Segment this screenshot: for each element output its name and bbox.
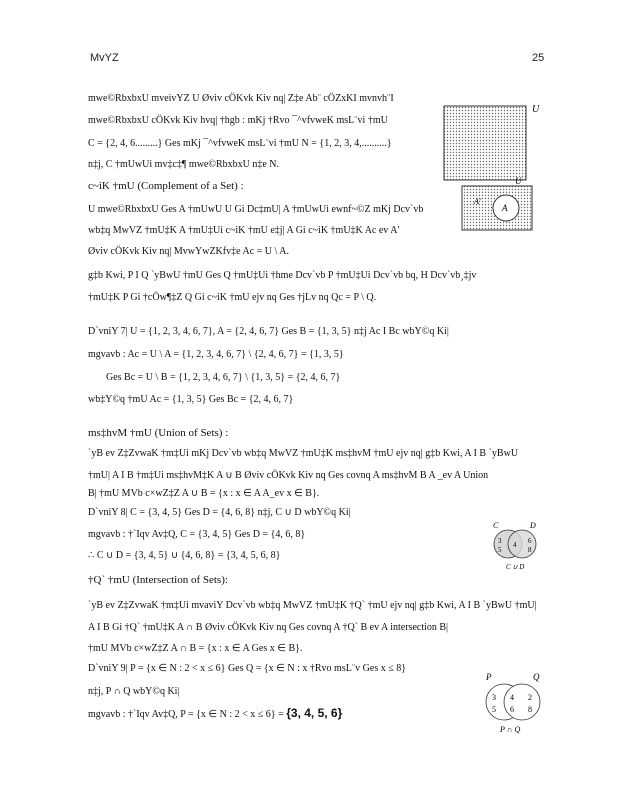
text-line: n‡j, C †mUwUi mv‡c‡¶ mwe©RbxbxU n‡e N. [88,159,280,170]
venn-value: 2 [528,693,532,702]
section-heading-union: ms‡hvM †mU (Union of Sets) : [88,427,229,439]
venn-value: 3 [498,537,502,545]
text-line: `yB ev Z‡ZvwaK †m‡Ui mKj Dcv`vb wb‡q MwVZ †mU‡K ms‡hvM †mU ejv nq| g‡b Kwi, A I B `yBwU [88,448,519,459]
venn-value: 8 [528,705,532,714]
fig3-d-label: D [530,521,536,530]
page-number: 25 [532,52,545,64]
section-heading-intersection: †Q` †mU (Intersection of Sets): [88,574,228,586]
union-venn-diagram [486,516,548,574]
fig4-q-label: Q [533,672,540,682]
text-line: mgvavb : †`Iqv Av‡Q, C = {3, 4, 5} Ges D = {4, 6, 8} [88,529,306,540]
solution-text: mgvavb : †`Iqv Av‡Q, P = {x ∈ N : 2 < x ≤ 6} = [88,709,287,720]
set-q-circle [504,684,540,720]
fig4-caption: P ∩ Q [500,725,521,734]
fig2-u-label: U [515,176,522,186]
intersection-venn-diagram [478,666,550,736]
complement-figure [460,176,540,234]
fig2-ac-label: A' [474,197,481,206]
venn-value: 5 [498,546,502,554]
text-line: ∴ C ∪ D = {3, 4, 5} ∪ {4, 6, 8} = {3, 4, 5, 6, 8} [88,550,281,561]
venn-value: 3 [492,693,496,702]
universal-set-figure [440,88,550,188]
text-line: mwe©RbxbxU mveivYZ U Øviv cÖKvk Kiv nq| Z‡e Ab¨ cÖZxKI mvnvh¨I [88,93,394,104]
venn-value: 6 [510,705,514,714]
venn-value: 6 [528,537,532,545]
fig3-c-label: C [493,521,499,530]
text-line: †mU MVb c×wZ‡Z A ∩ B = {x : x ∈ A Ges x ∈ B}. [88,643,303,654]
venn-value: 5 [492,705,496,714]
text-line: Ges Bc = U \ B = {1, 2, 3, 4, 6, 7} \ {1, 3, 5} = {2, 4, 6, 7} [106,372,341,383]
header-title: MvYZ [90,52,119,64]
fig2-a-label: A [502,203,508,213]
example-8: D`vniY 8| C = {3, 4, 5} Ges D = {4, 6, 8} n‡j, C ∪ D wbY©q Ki| [88,507,351,518]
text-line: C = {2, 4, 6.........} Ges mKj ¯^vfvweK msL¨vi †mU N = {1, 2, 3, 4,..........} [88,138,392,149]
text-line: Øviv cÖKvk Kiv nq| MvwYwZKfv‡e Ac = U \ A. [88,246,289,257]
section-heading-complement: c~iK †mU (Complement of a Set) : [88,180,244,192]
text-line: mwe©RbxbxU cÖKvk Kiv hvq| †hgb : mKj †Rvo ¯^vfvweK msL¨vi †mU [88,115,388,126]
venn-value: 8 [528,546,532,554]
example-9: D`vniY 9| P = {x ∈ N : 2 < x ≤ 6} Ges Q = {x ∈ N : x †Rvo msL¨v Ges x ≤ 8} [88,663,406,674]
universal-set-box [444,106,526,180]
venn-value: 4 [513,541,517,549]
text-line: `yB ev Z‡ZvwaK †m‡Ui mvaviY Dcv`vb wb‡q MwVZ †mU‡K †Q` †mU ejv nq| g‡b Kwi, A I B `yBwU †mU| [88,600,537,611]
text-line: †mU‡K P Gi †cÖw¶‡Z Q Gi c~iK †mU ejv nq Ges †jLv nq Qc = P \ Q. [88,292,377,303]
fig4-p-label: P [486,672,492,682]
text-line: mgvavb : Ac = U \ A = {1, 2, 3, 4, 6, 7} \ {2, 4, 6, 7} = {1, 3, 5} [88,349,344,360]
venn-value: 4 [510,693,514,702]
text-line [88,706,342,722]
text-line: wb‡Y©q †mU Ac = {1, 3, 5} Ges Bc = {2, 4, 6, 7} [88,394,294,405]
text-line: U mwe©RbxbxU Ges A †mUwU U Gi Dc‡mU| A †mUwUi ewnf~©Z mKj Dcv`vb [88,204,424,215]
text-line: †mU| A I B †m‡Ui ms‡hvM‡K A ∪ B Øviv cÖKvk Kiv nq Ges covnq A ms‡hvM B A _ev A Union [88,470,489,481]
fig3-caption: C ∪ D [506,563,525,571]
text-line: n‡j, P ∩ Q wbY©q Ki| [88,686,180,697]
text-line: wb‡q MwVZ †mU‡K A †mU‡Ui c~iK †mU e‡j| A Gi c~iK †mU‡K Ac ev A' [88,225,400,236]
text-line: g‡b Kwi, P I Q `yBwU †mU Ges Q †mU‡Ui †hme Dcv`vb P †mU‡Ui Dcv`vb bq, H Dcv`vb¸‡jv [88,270,477,281]
text-line: A I B Gi †Q` †mU‡K A ∩ B Øviv cÖKvk Kiv nq Ges covnq A †Q` B ev A intersection B| [88,622,449,633]
answer-set: {3, 4, 5, 6} [286,706,343,720]
text-line: B| †mU MVb c×wZ‡Z A ∪ B = {x : x ∈ A A_ev x ∈ B}. [88,488,320,499]
example-7: D`vniY 7| U = {1, 2, 3, 4, 6, 7}, A = {2, 4, 6, 7} Ges B = {1, 3, 5} n‡j Ac I Bc wbY©q Ki| [88,326,449,337]
universal-set-label: U [532,104,540,115]
